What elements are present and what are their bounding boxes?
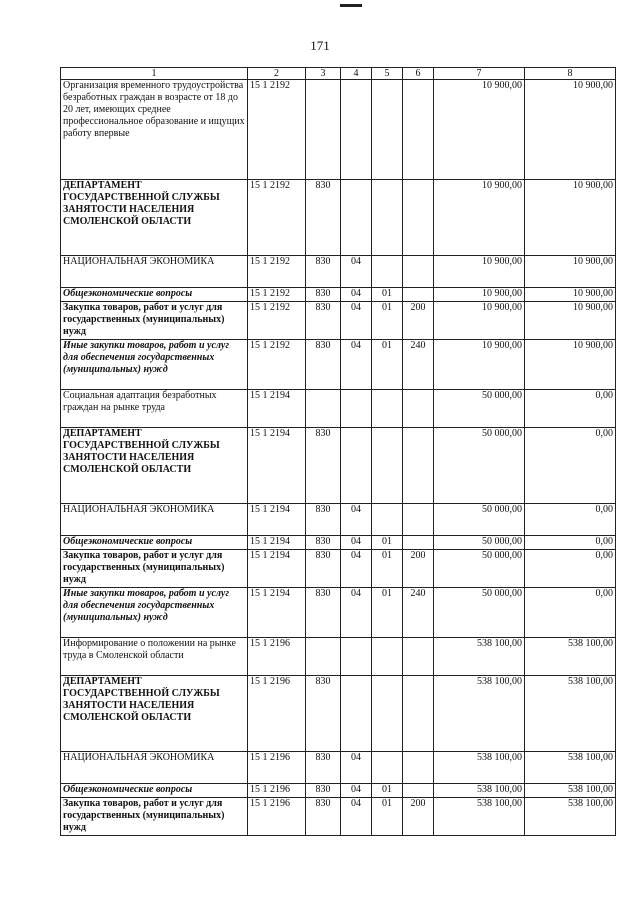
admin-code: 830 [306, 288, 341, 302]
subsection-code: 01 [372, 784, 403, 798]
amount-second: 0,00 [525, 536, 616, 550]
subsection-code [372, 256, 403, 288]
subsection-code: 01 [372, 536, 403, 550]
target-article-code: 15 1 2194 [248, 588, 306, 638]
table-row [61, 798, 616, 836]
amount-plan: 538 100,00 [434, 752, 525, 784]
target-article-code: 15 1 2196 [248, 676, 306, 752]
admin-code: 830 [306, 180, 341, 256]
column-header-3: 3 [306, 68, 341, 80]
section-code: 04 [341, 784, 372, 798]
subsection-code [372, 80, 403, 180]
admin-code: 830 [306, 302, 341, 340]
table-row [61, 588, 616, 638]
column-header-6: 6 [403, 68, 434, 80]
section-code: 04 [341, 340, 372, 390]
subsection-code [372, 752, 403, 784]
column-header-5: 5 [372, 68, 403, 80]
amount-second: 10 900,00 [525, 340, 616, 390]
section-code: 04 [341, 302, 372, 340]
target-article-code: 15 1 2196 [248, 784, 306, 798]
section-code [341, 638, 372, 676]
amount-plan: 50 000,00 [434, 588, 525, 638]
amount-plan: 50 000,00 [434, 550, 525, 588]
table-header-row [61, 68, 616, 80]
row-name: Общеэкономические вопросы [61, 288, 248, 302]
section-code: 04 [341, 504, 372, 536]
subsection-code [372, 676, 403, 752]
admin-code: 830 [306, 752, 341, 784]
column-header-2: 2 [248, 68, 306, 80]
row-name: Закупка товаров, работ и услуг для государственных (муниципальных) нужд [61, 550, 248, 588]
table-row [61, 638, 616, 676]
row-name: Закупка товаров, работ и услуг для государственных (муниципальных) нужд [61, 302, 248, 340]
table-row [61, 428, 616, 504]
row-name: Иные закупки товаров, работ и услуг для обеспечения государственных (муниципальных) нужд [61, 588, 248, 638]
section-code [341, 390, 372, 428]
section-code: 04 [341, 752, 372, 784]
table-row [61, 340, 616, 390]
table-row [61, 550, 616, 588]
row-name: Информирование о положении на рынке труда в Смоленской области [61, 638, 248, 676]
expense-type-code [403, 676, 434, 752]
amount-second: 0,00 [525, 504, 616, 536]
row-name: Общеэкономические вопросы [61, 784, 248, 798]
amount-plan: 538 100,00 [434, 798, 525, 836]
expense-type-code [403, 536, 434, 550]
expense-type-code [403, 638, 434, 676]
target-article-code: 15 1 2194 [248, 504, 306, 536]
target-article-code: 15 1 2192 [248, 256, 306, 288]
amount-second: 10 900,00 [525, 256, 616, 288]
target-article-code: 15 1 2192 [248, 340, 306, 390]
table-row [61, 390, 616, 428]
admin-code: 830 [306, 550, 341, 588]
expense-type-code: 200 [403, 550, 434, 588]
row-name: Закупка товаров, работ и услуг для государственных (муниципальных) нужд [61, 798, 248, 836]
expense-type-code [403, 180, 434, 256]
target-article-code: 15 1 2192 [248, 288, 306, 302]
column-header-8: 8 [525, 68, 616, 80]
row-name: НАЦИОНАЛЬНАЯ ЭКОНОМИКА [61, 752, 248, 784]
row-name: ДЕПАРТАМЕНТ ГОСУДАРСТВЕННОЙ СЛУЖБЫ ЗАНЯТОСТИ НАСЕЛЕНИЯ СМОЛЕНСКОЙ ОБЛАСТИ [61, 676, 248, 752]
expense-type-code [403, 288, 434, 302]
expense-type-code [403, 752, 434, 784]
amount-second: 0,00 [525, 428, 616, 504]
table-body [61, 80, 616, 836]
expense-type-code: 200 [403, 302, 434, 340]
amount-plan: 538 100,00 [434, 638, 525, 676]
expense-type-code: 200 [403, 798, 434, 836]
row-name: Иные закупки товаров, работ и услуг для обеспечения государственных (муниципальных) нужд [61, 340, 248, 390]
amount-second: 0,00 [525, 550, 616, 588]
subsection-code: 01 [372, 302, 403, 340]
admin-code: 830 [306, 340, 341, 390]
column-header-4: 4 [341, 68, 372, 80]
admin-code [306, 80, 341, 180]
target-article-code: 15 1 2192 [248, 302, 306, 340]
target-article-code: 15 1 2192 [248, 80, 306, 180]
expense-type-code: 240 [403, 588, 434, 638]
amount-second: 538 100,00 [525, 638, 616, 676]
admin-code: 830 [306, 504, 341, 536]
amount-plan: 10 900,00 [434, 180, 525, 256]
target-article-code: 15 1 2196 [248, 752, 306, 784]
subsection-code [372, 180, 403, 256]
admin-code: 830 [306, 588, 341, 638]
page-number: 171 [310, 38, 330, 53]
target-article-code: 15 1 2196 [248, 638, 306, 676]
table-row [61, 784, 616, 798]
column-header-7: 7 [434, 68, 525, 80]
admin-code: 830 [306, 784, 341, 798]
amount-second: 538 100,00 [525, 798, 616, 836]
section-code [341, 428, 372, 504]
subsection-code: 01 [372, 798, 403, 836]
table-row [61, 180, 616, 256]
section-code: 04 [341, 256, 372, 288]
amount-second: 10 900,00 [525, 288, 616, 302]
expense-type-code [403, 504, 434, 536]
amount-second: 10 900,00 [525, 80, 616, 180]
section-code: 04 [341, 798, 372, 836]
amount-second: 0,00 [525, 390, 616, 428]
target-article-code: 15 1 2192 [248, 180, 306, 256]
amount-plan: 10 900,00 [434, 256, 525, 288]
amount-second: 538 100,00 [525, 676, 616, 752]
target-article-code: 15 1 2194 [248, 550, 306, 588]
row-name: ДЕПАРТАМЕНТ ГОСУДАРСТВЕННОЙ СЛУЖБЫ ЗАНЯТОСТИ НАСЕЛЕНИЯ СМОЛЕНСКОЙ ОБЛАСТИ [61, 180, 248, 256]
table-row [61, 504, 616, 536]
table-row [61, 80, 616, 180]
section-code [341, 80, 372, 180]
row-name: НАЦИОНАЛЬНАЯ ЭКОНОМИКА [61, 256, 248, 288]
section-code: 04 [341, 288, 372, 302]
amount-second: 538 100,00 [525, 784, 616, 798]
row-name: Социальная адаптация безработных граждан на рынке труда [61, 390, 248, 428]
admin-code: 830 [306, 428, 341, 504]
row-name: ДЕПАРТАМЕНТ ГОСУДАРСТВЕННОЙ СЛУЖБЫ ЗАНЯТОСТИ НАСЕЛЕНИЯ СМОЛЕНСКОЙ ОБЛАСТИ [61, 428, 248, 504]
expense-type-code [403, 80, 434, 180]
row-name: Организация временного трудоустройства безработных граждан в возрасте от 18 до 20 лет, имеющих среднее профессиональное образование и ищущих работу впервые [61, 80, 248, 180]
target-article-code: 15 1 2194 [248, 536, 306, 550]
subsection-code: 01 [372, 288, 403, 302]
subsection-code [372, 390, 403, 428]
admin-code [306, 390, 341, 428]
amount-plan: 538 100,00 [434, 676, 525, 752]
amount-second: 0,00 [525, 588, 616, 638]
subsection-code: 01 [372, 340, 403, 390]
table-row [61, 288, 616, 302]
admin-code: 830 [306, 536, 341, 550]
table-row [61, 536, 616, 550]
budget-table [60, 67, 616, 836]
table-row [61, 256, 616, 288]
table-row [61, 302, 616, 340]
amount-second: 10 900,00 [525, 302, 616, 340]
row-name: НАЦИОНАЛЬНАЯ ЭКОНОМИКА [61, 504, 248, 536]
admin-code: 830 [306, 676, 341, 752]
amount-plan: 10 900,00 [434, 340, 525, 390]
amount-plan: 10 900,00 [434, 80, 525, 180]
amount-plan: 10 900,00 [434, 288, 525, 302]
amount-plan: 50 000,00 [434, 390, 525, 428]
expense-type-code: 240 [403, 340, 434, 390]
section-code: 04 [341, 536, 372, 550]
subsection-code: 01 [372, 550, 403, 588]
amount-plan: 538 100,00 [434, 784, 525, 798]
amount-second: 10 900,00 [525, 180, 616, 256]
admin-code [306, 638, 341, 676]
amount-plan: 50 000,00 [434, 428, 525, 504]
table-row [61, 676, 616, 752]
section-code [341, 676, 372, 752]
row-name: Общеэкономические вопросы [61, 536, 248, 550]
subsection-code [372, 504, 403, 536]
expense-type-code [403, 784, 434, 798]
section-code: 04 [341, 550, 372, 588]
table-row [61, 752, 616, 784]
amount-plan: 50 000,00 [434, 504, 525, 536]
top-scan-mark [340, 4, 362, 7]
expense-type-code [403, 256, 434, 288]
admin-code: 830 [306, 256, 341, 288]
section-code: 04 [341, 588, 372, 638]
expense-type-code [403, 390, 434, 428]
target-article-code: 15 1 2196 [248, 798, 306, 836]
admin-code: 830 [306, 798, 341, 836]
section-code [341, 180, 372, 256]
subsection-code [372, 638, 403, 676]
column-header-1: 1 [61, 68, 248, 80]
subsection-code [372, 428, 403, 504]
target-article-code: 15 1 2194 [248, 390, 306, 428]
amount-second: 538 100,00 [525, 752, 616, 784]
amount-plan: 50 000,00 [434, 536, 525, 550]
expense-type-code [403, 428, 434, 504]
subsection-code: 01 [372, 588, 403, 638]
amount-plan: 10 900,00 [434, 302, 525, 340]
target-article-code: 15 1 2194 [248, 428, 306, 504]
